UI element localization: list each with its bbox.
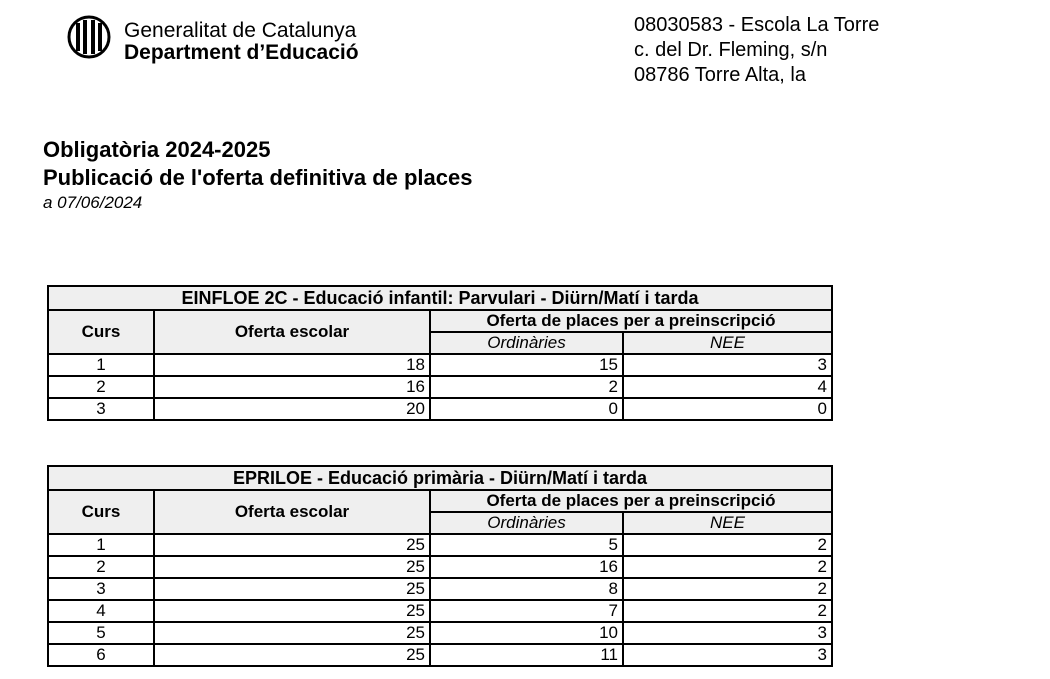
cell-curs: 3 [48, 398, 154, 420]
school-line3: 08786 Torre Alta, la [634, 64, 806, 86]
table-row [48, 354, 832, 376]
col-nee: NEE [623, 332, 832, 354]
organization-name [124, 20, 359, 64]
cell-ordinaries: 7 [430, 600, 623, 622]
cell-oferta: 25 [154, 622, 430, 644]
school-line1: 08030583 - Escola La Torre [634, 14, 880, 36]
cell-nee: 3 [623, 622, 832, 644]
table-caption: EINFLOE 2C - Educació infantil: Parvulari - Diürn/Matí i tarda [48, 286, 832, 310]
cell-oferta: 25 [154, 534, 430, 556]
org-line2: Department d’Educació [124, 41, 359, 64]
cell-ordinaries: 5 [430, 534, 623, 556]
offer-table-primaria [47, 465, 833, 667]
cell-curs: 2 [48, 376, 154, 398]
cell-oferta: 18 [154, 354, 430, 376]
table-row [48, 644, 832, 666]
cell-curs: 1 [48, 534, 154, 556]
col-oferta: Oferta escolar [154, 490, 430, 534]
cell-ordinaries: 10 [430, 622, 623, 644]
cell-curs: 4 [48, 600, 154, 622]
cell-ordinaries: 0 [430, 398, 623, 420]
school-info [634, 13, 879, 88]
cell-ordinaries: 2 [430, 376, 623, 398]
cell-ordinaries: 16 [430, 556, 623, 578]
table-row [48, 556, 832, 578]
cell-nee: 2 [623, 600, 832, 622]
table-row [48, 534, 832, 556]
col-preinscripcio: Oferta de places per a preinscripció [430, 310, 832, 332]
school-line2: c. del Dr. Fleming, s/n [634, 39, 828, 61]
table-row [48, 600, 832, 622]
cell-curs: 6 [48, 644, 154, 666]
offer-table-infantil [47, 285, 833, 421]
col-curs: Curs [48, 310, 154, 354]
cell-oferta: 25 [154, 600, 430, 622]
cell-ordinaries: 8 [430, 578, 623, 600]
cell-ordinaries: 15 [430, 354, 623, 376]
cell-nee: 3 [623, 644, 832, 666]
cell-nee: 3 [623, 354, 832, 376]
cell-nee: 2 [623, 556, 832, 578]
cell-oferta: 20 [154, 398, 430, 420]
col-ordinaries: Ordinàries [430, 512, 623, 534]
table-row [48, 622, 832, 644]
col-curs: Curs [48, 490, 154, 534]
col-oferta: Oferta escolar [154, 310, 430, 354]
cell-nee: 4 [623, 376, 832, 398]
cell-curs: 2 [48, 556, 154, 578]
table-row [48, 376, 832, 398]
cell-curs: 3 [48, 578, 154, 600]
cell-curs: 1 [48, 354, 154, 376]
generalitat-logo-icon [67, 15, 111, 59]
cell-oferta: 25 [154, 644, 430, 666]
title-line2: Publicació de l'oferta definitiva de places [43, 165, 473, 190]
cell-oferta: 16 [154, 376, 430, 398]
title-line1: Obligatòria 2024-2025 [43, 137, 271, 162]
publication-date: a 07/06/2024 [43, 193, 143, 212]
table-row [48, 578, 832, 600]
col-ordinaries: Ordinàries [430, 332, 623, 354]
cell-ordinaries: 11 [430, 644, 623, 666]
cell-curs: 5 [48, 622, 154, 644]
cell-oferta: 25 [154, 578, 430, 600]
cell-nee: 0 [623, 398, 832, 420]
table-row [48, 398, 832, 420]
org-line1: Generalitat de Catalunya [124, 19, 357, 42]
cell-nee: 2 [623, 534, 832, 556]
table-caption: EPRILOE - Educació primària - Diürn/Matí i tarda [48, 466, 832, 490]
cell-oferta: 25 [154, 556, 430, 578]
cell-nee: 2 [623, 578, 832, 600]
document-title [43, 136, 472, 214]
col-nee: NEE [623, 512, 832, 534]
col-preinscripcio: Oferta de places per a preinscripció [430, 490, 832, 512]
